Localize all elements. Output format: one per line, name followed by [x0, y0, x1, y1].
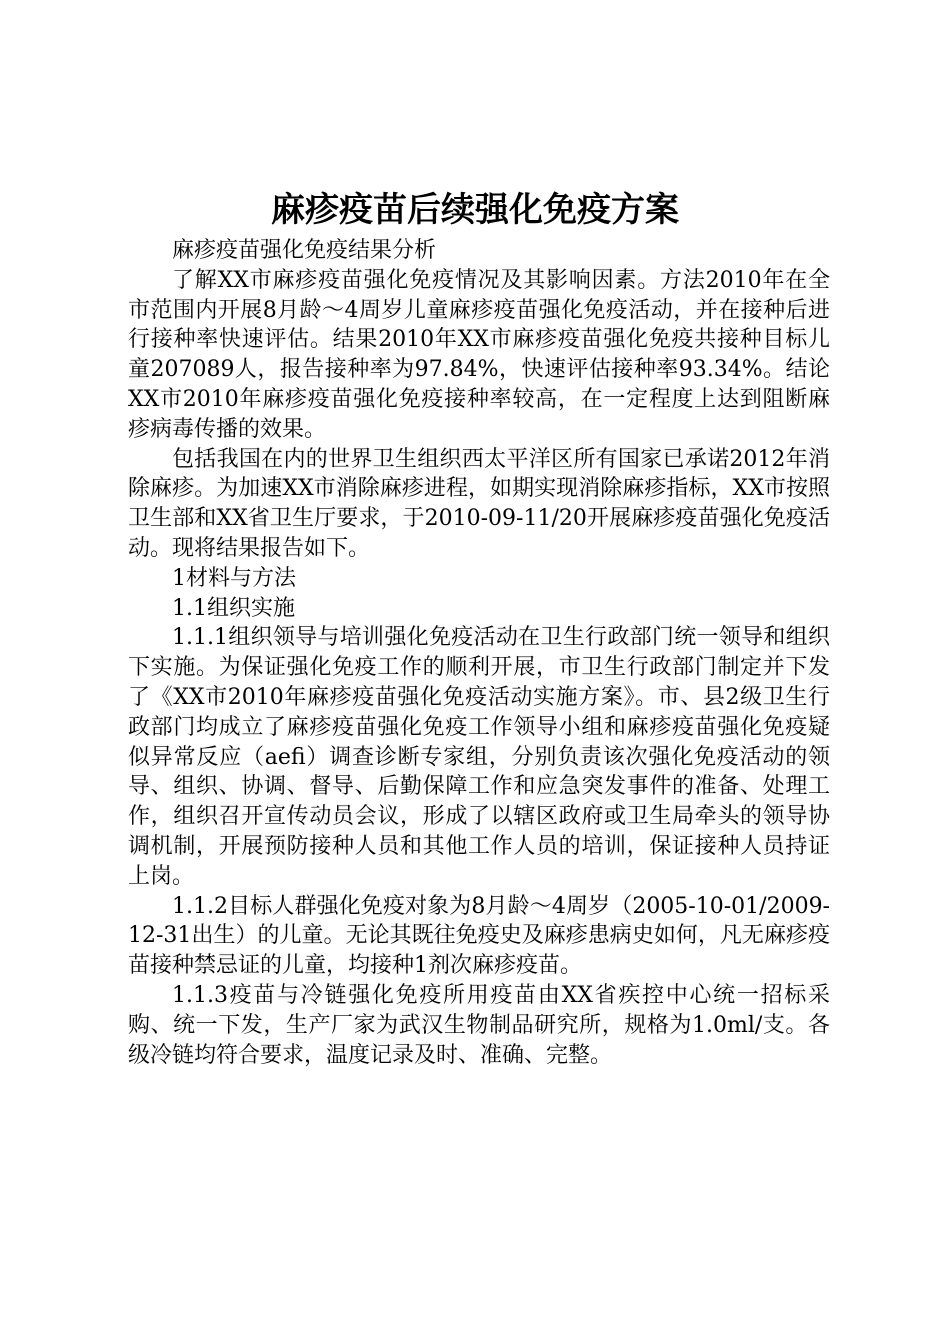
abstract-paragraph: 了解XX市麻疹疫苗强化免疫情况及其影响因素。方法2010年在全市范围内开展8月龄～4周岁儿童麻疹疫苗强化免疫活动，并在接种后进行接种率快速评估。结果2010年XX市麻疹疫苗强化免疫共接种目标儿童207089人，报告接种率为97.84%，快速评估接种率93.34%。结论XX市2010年麻疹疫苗强化免疫接种率较高，在一定程度上达到阻断麻疹病毒传播的效果。	[128, 267, 830, 442]
section-heading-materials-methods: 1材料与方法	[172, 565, 296, 591]
document-body	[128, 236, 830, 1070]
paragraph-vaccine-cold-chain: 1.1.3疫苗与冷链强化免疫所用疫苗由XX省疾控中心统一招标采购、统一下发，生产厂家为武汉生物制品研究所，规格为1.0ml/支。各级冷链均符合要求，温度记录及时、准确、完整。	[128, 982, 830, 1068]
paragraph-target-population: 1.1.2目标人群强化免疫对象为8月龄～4周岁（2005-10-01/2009-12-31出生）的儿童。无论其既往免疫史及麻疹患病史如何，凡无麻疹疫苗接种禁忌证的儿童，均接种1剂次麻疹疫苗。	[128, 893, 830, 979]
paragraph-leadership-training: 1.1.1组织领导与培训强化免疫活动在卫生行政部门统一领导和组织下实施。为保证强化免疫工作的顺利开展，市卫生行政部门制定并下发了《XX市2010年麻疹疫苗强化免疫活动实施方案》。市、县2级卫生行政部门均成立了麻疹疫苗强化免疫工作领导小组和麻疹疫苗强化免疫疑似异常反应（aefi）调查诊断专家组，分别负责该次强化免疫活动的领导、组织、协调、督导、后勤保障工作和应急突发事件的准备、处理工作，组织召开宣传动员会议，形成了以辖区政府或卫生局牵头的领导协调机制，开展预防接种人员和其他工作人员的培训，保证接种人员持证上岗。	[128, 625, 830, 889]
section-heading-analysis: 麻疹疫苗强化免疫结果分析	[172, 238, 437, 263]
document-title: 麻疹疫苗后续强化免疫方案	[271, 190, 679, 230]
subsection-heading-organization: 1.1组织实施	[172, 595, 295, 621]
intro-paragraph: 包括我国在内的世界卫生组织西太平洋区所有国家已承诺2012年消除麻疹。为加速XX市消除麻疹进程，如期实现消除麻疹指标，XX市按照卫生部和XX省卫生厅要求，于2010-09-11/20开展麻疹疫苗强化免疫活动。现将结果报告如下。	[128, 446, 830, 561]
